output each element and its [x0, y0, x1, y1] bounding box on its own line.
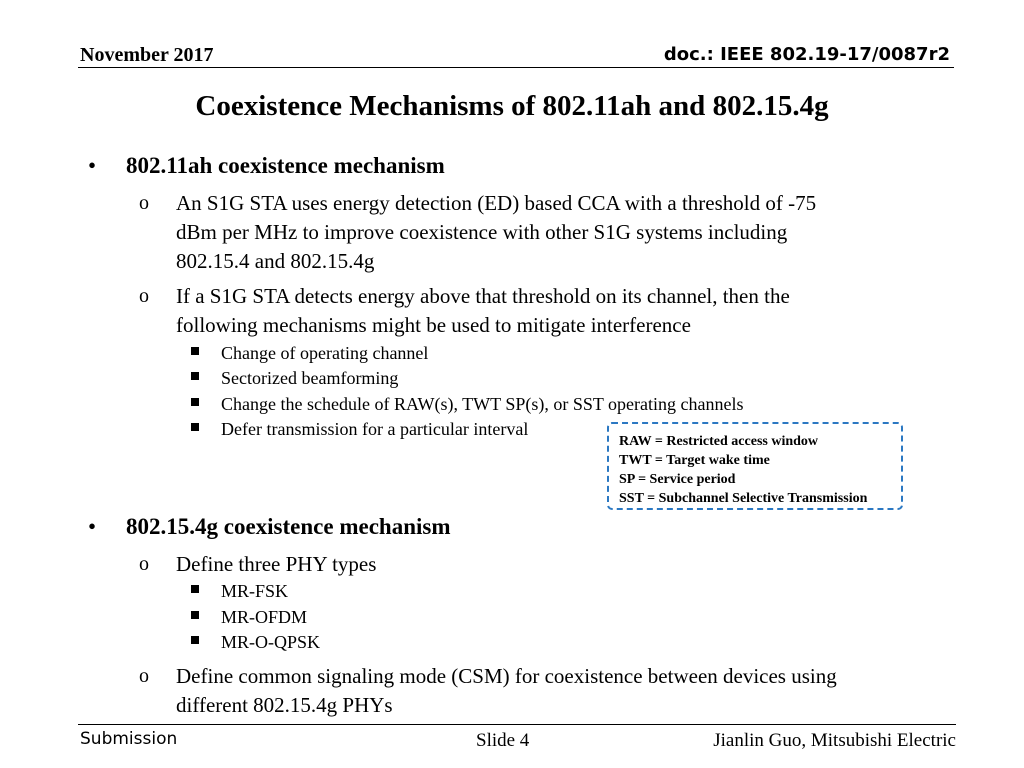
square-bullet-icon [191, 372, 199, 380]
header-doc-id: doc.: IEEE 802.19-17/0087r2 [663, 44, 950, 65]
section1-heading [88, 153, 445, 179]
section2-subitem-3 [221, 629, 320, 655]
section1-item-2 [139, 282, 936, 340]
section1-item-1 [139, 189, 936, 276]
slide-title: Coexistence Mechanisms of 802.11ah and 802.15.4g [195, 90, 829, 122]
section2-item-1-line-1: Define three PHY types [176, 552, 377, 576]
section1-subitem-3-text: Change the schedule of RAW(s), TWT SP(s), or SST operating channels [221, 394, 744, 414]
section1-item-2-line-2: following mechanisms might be used to mitigate interference [176, 313, 691, 337]
header-date: November 2017 [80, 44, 214, 66]
section1-item-1-line-1: An S1G STA uses energy detection (ED) based CCA with a threshold of -75 [176, 191, 817, 215]
square-bullet-icon [191, 636, 199, 644]
legend-sp: SP = Service period [619, 472, 736, 487]
bullet-marker: • [88, 514, 97, 539]
section2-item-2 [139, 662, 936, 720]
section2-subitem-1-text: MR-FSK [221, 581, 289, 601]
section1-subitem-2 [221, 365, 398, 391]
legend-raw: RAW = Restricted access window [619, 434, 819, 449]
footer-author: Jianlin Guo, Mitsubishi Electric [713, 730, 956, 751]
footer-divider [78, 724, 956, 725]
section1-heading-text: 802.11ah coexistence mechanism [126, 153, 445, 178]
section2-subitem-2 [221, 604, 307, 630]
square-bullet-icon [191, 347, 199, 355]
section1-subitem-1 [221, 340, 428, 366]
bullet-marker: o [139, 285, 149, 307]
section1-subitem-1-text: Change of operating channel [221, 343, 429, 363]
square-bullet-icon [191, 611, 199, 619]
bullet-marker: o [139, 553, 149, 575]
section1-item-2-line-1: If a S1G STA detects energy above that threshold on its channel, then the [176, 284, 790, 308]
section2-heading-text: 802.15.4g coexistence mechanism [126, 514, 451, 539]
section1-item-1-line-3: 802.15.4 and 802.15.4g [176, 249, 375, 273]
section2-item-1 [139, 550, 936, 579]
bullet-marker: o [139, 192, 149, 214]
abbreviation-legend [607, 422, 903, 510]
section2-heading [88, 514, 451, 540]
legend-sst: SST = Subchannel Selective Transmission [619, 491, 868, 506]
section2-subitem-2-text: MR-OFDM [221, 607, 308, 627]
bullet-marker: • [88, 153, 97, 178]
section2-item-2-line-1: Define common signaling mode (CSM) for coexistence between devices using [176, 664, 837, 688]
section1-subitem-2-text: Sectorized beamforming [221, 368, 399, 388]
footer-slide-number: Slide 4 [476, 730, 530, 751]
header-divider [78, 67, 954, 68]
legend-twt: TWT = Target wake time [619, 453, 770, 468]
bullet-marker: o [139, 665, 149, 687]
square-bullet-icon [191, 585, 199, 593]
square-bullet-icon [191, 423, 199, 431]
section2-subitem-1 [221, 578, 288, 604]
section1-subitem-3 [221, 391, 743, 417]
section2-subitem-3-text: MR-O-QPSK [221, 632, 321, 652]
section1-item-1-line-2: dBm per MHz to improve coexistence with other S1G systems including [176, 220, 788, 244]
square-bullet-icon [191, 398, 199, 406]
section1-subitem-4-text: Defer transmission for a particular interval [221, 419, 529, 439]
section2-item-2-line-2: different 802.15.4g PHYs [176, 693, 393, 717]
section1-subitem-4 [221, 416, 528, 442]
footer-submission: Submission [80, 729, 178, 749]
